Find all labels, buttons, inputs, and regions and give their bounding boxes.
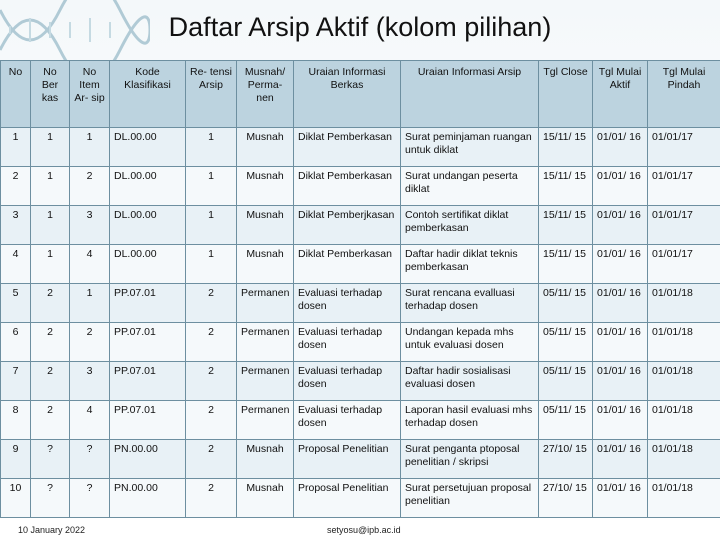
cell-uraian-arsip: Contoh sertifikat diklat pemberkasan xyxy=(401,206,539,245)
cell-tgl-close: 05/11/ 15 xyxy=(539,401,593,440)
cell-retensi-arsip: 2 xyxy=(186,440,237,479)
table-row xyxy=(1,284,720,323)
cell-tgl-mulai-aktif: 01/01/ 16 xyxy=(593,401,648,440)
cell-uraian-arsip: Daftar hadir sosialisasi evaluasi dosen xyxy=(401,362,539,401)
cell-uraian-berkas: Evaluasi terhadap dosen xyxy=(294,284,401,323)
table-row xyxy=(1,206,720,245)
cell-no: 1 xyxy=(1,128,31,167)
cell-tgl-close: 05/11/ 15 xyxy=(539,362,593,401)
cell-uraian-arsip: Surat persetujuan proposal penelitian xyxy=(401,479,539,518)
cell-tgl-mulai-pindah: 01/01/18 xyxy=(648,440,720,479)
cell-tgl-mulai-aktif: 01/01/ 16 xyxy=(593,284,648,323)
cell-uraian-arsip: Surat peminjaman ruangan untuk diklat xyxy=(401,128,539,167)
cell-tgl-mulai-pindah: 01/01/18 xyxy=(648,479,720,518)
cell-no: 6 xyxy=(1,323,31,362)
table-row xyxy=(1,440,720,479)
cell-tgl-mulai-aktif: 01/01/ 16 xyxy=(593,479,648,518)
cell-tgl-mulai-aktif: 01/01/ 16 xyxy=(593,206,648,245)
table-row xyxy=(1,128,720,167)
cell-no-berkas: 1 xyxy=(31,206,70,245)
cell-no-item-arsip: 3 xyxy=(70,206,110,245)
cell-tgl-close: 15/11/ 15 xyxy=(539,206,593,245)
footer-email: setyosu@ipb.ac.id xyxy=(327,525,401,535)
header-col-no-berkas: No Ber kas xyxy=(31,61,70,128)
cell-uraian-berkas: Evaluasi terhadap dosen xyxy=(294,323,401,362)
cell-musnah-permanen: Permanen xyxy=(237,362,294,401)
cell-uraian-arsip: Laporan hasil evaluasi mhs terhadap dosen xyxy=(401,401,539,440)
cell-no: 8 xyxy=(1,401,31,440)
table-row xyxy=(1,362,720,401)
cell-no-berkas: ? xyxy=(31,440,70,479)
cell-retensi-arsip: 2 xyxy=(186,401,237,440)
cell-tgl-mulai-aktif: 01/01/ 16 xyxy=(593,167,648,206)
cell-tgl-mulai-pindah: 01/01/18 xyxy=(648,323,720,362)
cell-no: 9 xyxy=(1,440,31,479)
cell-no-berkas: 1 xyxy=(31,167,70,206)
cell-tgl-mulai-aktif: 01/01/ 16 xyxy=(593,245,648,284)
cell-no-berkas: 2 xyxy=(31,362,70,401)
cell-kode-klasifikasi: PP.07.01 xyxy=(110,362,186,401)
cell-uraian-arsip: Daftar hadir diklat teknis pemberkasan xyxy=(401,245,539,284)
table-body xyxy=(1,128,720,518)
cell-tgl-close: 27/10/ 15 xyxy=(539,479,593,518)
cell-no: 3 xyxy=(1,206,31,245)
cell-tgl-close: 27/10/ 15 xyxy=(539,440,593,479)
cell-no-berkas: 2 xyxy=(31,401,70,440)
cell-uraian-arsip: Surat rencana evalluasi terhadap dosen xyxy=(401,284,539,323)
cell-uraian-berkas: Proposal Penelitian xyxy=(294,479,401,518)
cell-uraian-berkas: Proposal Penelitian xyxy=(294,440,401,479)
cell-tgl-mulai-aktif: 01/01/ 16 xyxy=(593,323,648,362)
cell-no-berkas: 1 xyxy=(31,245,70,284)
header-col-uraian-berkas: Uraian Informasi Berkas xyxy=(294,61,401,128)
cell-musnah-permanen: Permanen xyxy=(237,323,294,362)
cell-tgl-mulai-pindah: 01/01/18 xyxy=(648,362,720,401)
table-row xyxy=(1,479,720,518)
cell-no-berkas: 2 xyxy=(31,323,70,362)
cell-uraian-arsip: Surat penganta ptoposal penelitian / skripsi xyxy=(401,440,539,479)
cell-uraian-arsip: Surat undangan peserta diklat xyxy=(401,167,539,206)
footer-date: 10 January 2022 xyxy=(18,525,86,535)
cell-no-item-arsip: ? xyxy=(70,479,110,518)
cell-tgl-close: 15/11/ 15 xyxy=(539,167,593,206)
cell-retensi-arsip: 2 xyxy=(186,284,237,323)
cell-retensi-arsip: 1 xyxy=(186,128,237,167)
cell-no-item-arsip: ? xyxy=(70,440,110,479)
cell-no: 10 xyxy=(1,479,31,518)
cell-no-berkas: 1 xyxy=(31,128,70,167)
cell-retensi-arsip: 2 xyxy=(186,362,237,401)
header-col-kode-klasifikasi: Kode Klasifikasi xyxy=(110,61,186,128)
cell-musnah-permanen: Musnah xyxy=(237,128,294,167)
cell-retensi-arsip: 2 xyxy=(186,323,237,362)
cell-no-item-arsip: 2 xyxy=(70,323,110,362)
cell-kode-klasifikasi: DL.00.00 xyxy=(110,245,186,284)
cell-no-berkas: ? xyxy=(31,479,70,518)
cell-no-berkas: 2 xyxy=(31,284,70,323)
header-col-no: No xyxy=(1,61,31,128)
cell-uraian-berkas: Evaluasi terhadap dosen xyxy=(294,401,401,440)
header-col-tgl-mulai-aktif: Tgl Mulai Aktif xyxy=(593,61,648,128)
cell-uraian-berkas: Diklat Pemberkasan xyxy=(294,167,401,206)
cell-no-item-arsip: 1 xyxy=(70,128,110,167)
cell-tgl-mulai-aktif: 01/01/ 16 xyxy=(593,128,648,167)
cell-kode-klasifikasi: PP.07.01 xyxy=(110,401,186,440)
table-row xyxy=(1,401,720,440)
cell-no-item-arsip: 3 xyxy=(70,362,110,401)
header-col-no-item-arsip: No Item Ar- sip xyxy=(70,61,110,128)
cell-kode-klasifikasi: DL.00.00 xyxy=(110,206,186,245)
cell-kode-klasifikasi: PP.07.01 xyxy=(110,284,186,323)
page-title: Daftar Arsip Aktif (kolom pilihan) xyxy=(168,12,552,42)
header-col-tgl-mulai-pindah: Tgl Mulai Pindah xyxy=(648,61,720,128)
cell-tgl-mulai-pindah: 01/01/18 xyxy=(648,401,720,440)
cell-tgl-mulai-pindah: 01/01/17 xyxy=(648,128,720,167)
cell-kode-klasifikasi: DL.00.00 xyxy=(110,167,186,206)
cell-no-item-arsip: 2 xyxy=(70,167,110,206)
cell-musnah-permanen: Musnah xyxy=(237,206,294,245)
cell-tgl-mulai-pindah: 01/01/18 xyxy=(648,284,720,323)
cell-no: 5 xyxy=(1,284,31,323)
header-col-retensi-arsip: Re- tensi Arsip xyxy=(186,61,237,128)
cell-tgl-mulai-pindah: 01/01/17 xyxy=(648,245,720,284)
header-col-musnah-permanen: Musnah/ Perma- nen xyxy=(237,61,294,128)
cell-tgl-mulai-aktif: 01/01/ 16 xyxy=(593,362,648,401)
cell-retensi-arsip: 1 xyxy=(186,245,237,284)
cell-kode-klasifikasi: PN.00.00 xyxy=(110,479,186,518)
table-row xyxy=(1,245,720,284)
cell-retensi-arsip: 2 xyxy=(186,479,237,518)
cell-uraian-arsip: Undangan kepada mhs untuk evaluasi dosen xyxy=(401,323,539,362)
cell-musnah-permanen: Musnah xyxy=(237,479,294,518)
cell-uraian-berkas: Diklat Pemberkasan xyxy=(294,128,401,167)
cell-no: 7 xyxy=(1,362,31,401)
cell-retensi-arsip: 1 xyxy=(186,206,237,245)
archive-table xyxy=(0,60,720,518)
cell-uraian-berkas: Diklat Pemberjkasan xyxy=(294,206,401,245)
cell-musnah-permanen: Permanen xyxy=(237,401,294,440)
cell-no-item-arsip: 1 xyxy=(70,284,110,323)
cell-tgl-close: 05/11/ 15 xyxy=(539,323,593,362)
cell-tgl-close: 15/11/ 15 xyxy=(539,245,593,284)
cell-uraian-berkas: Evaluasi terhadap dosen xyxy=(294,362,401,401)
table-row xyxy=(1,323,720,362)
cell-tgl-mulai-pindah: 01/01/17 xyxy=(648,206,720,245)
header-col-uraian-arsip: Uraian Informasi Arsip xyxy=(401,61,539,128)
cell-musnah-permanen: Musnah xyxy=(237,167,294,206)
cell-tgl-close: 15/11/ 15 xyxy=(539,128,593,167)
cell-no-item-arsip: 4 xyxy=(70,401,110,440)
cell-kode-klasifikasi: DL.00.00 xyxy=(110,128,186,167)
cell-tgl-close: 05/11/ 15 xyxy=(539,284,593,323)
cell-uraian-berkas: Diklat Pemberkasan xyxy=(294,245,401,284)
cell-no: 2 xyxy=(1,167,31,206)
header-col-tgl-close: Tgl Close xyxy=(539,61,593,128)
cell-tgl-mulai-aktif: 01/01/ 16 xyxy=(593,440,648,479)
cell-musnah-permanen: Musnah xyxy=(237,440,294,479)
cell-kode-klasifikasi: PP.07.01 xyxy=(110,323,186,362)
cell-musnah-permanen: Musnah xyxy=(237,245,294,284)
cell-tgl-mulai-pindah: 01/01/17 xyxy=(648,167,720,206)
cell-retensi-arsip: 1 xyxy=(186,167,237,206)
cell-kode-klasifikasi: PN.00.00 xyxy=(110,440,186,479)
header-row xyxy=(1,61,720,128)
cell-no: 4 xyxy=(1,245,31,284)
table-row xyxy=(1,167,720,206)
cell-no-item-arsip: 4 xyxy=(70,245,110,284)
cell-musnah-permanen: Permanen xyxy=(237,284,294,323)
